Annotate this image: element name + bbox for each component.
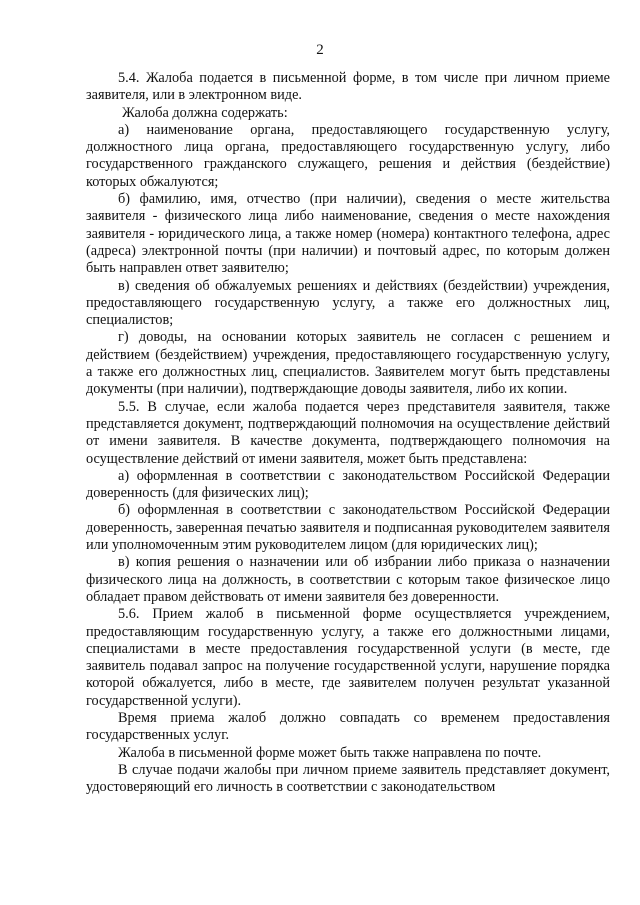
paragraph-item-a: а) наименование органа, предоставляющего государственную услугу, должностного лица органа, предоставляющего государственную услугу, либо государственного гражданского служащего, решения и действия (бездействие) которых обжалуются;	[86, 121, 610, 190]
paragraph-5-4: 5.4. Жалоба подается в письменной форме, в том числе при личном приеме заявителя, или в электронном виде.	[86, 70, 610, 104]
paragraph-by-mail: Жалоба в письменной форме может быть также направлена по почте.	[118, 744, 542, 761]
paragraph-reception-time: Время приема жалоб должно совпадать со временем предоставления государственных услуг.	[86, 709, 610, 744]
paragraph-item-g: г) доводы, на основании которых заявитель не согласен с решением и действием (бездействием) учреждения, предоставляющего государственную услугу, а также его должностных лиц, специалистов. Заявителем могут быть представлены документы (при наличии), подтверждающие доводы заявителя, либо их копии.	[86, 329, 610, 398]
paragraph-item-v: в) сведения об обжалуемых решениях и действиях (бездействии) учреждения, предоставляющего государственную услугу, а также его должностных лиц, специалистов;	[86, 277, 610, 329]
paragraph-5-5-item-v: в) копия решения о назначении или об избрании либо приказа о назначении физического лица на должность, в соответствии с которым такое физическое лицо обладает правом действовать от имени заявителя без доверенности.	[86, 554, 610, 605]
paragraph-5-6: 5.6. Прием жалоб в письменной форме осуществляется учреждением, предоставляющим государственную услугу, а также его должностными лицами, специалистами в месте предоставления государственной услуги (в месте, где заявитель подавал запрос на получение государственной услуги, нарушение порядка которой обжалуется, либо в месте, где заявителем получен результат указанной государственной услуги).	[86, 606, 610, 709]
paragraph-personal-reception: В случае подачи жалобы при личном приеме заявитель представляет документ, удостоверяющий его личность в соответствии с законодательством	[86, 761, 610, 796]
paragraph-5-5: 5.5. В случае, если жалоба подается через представителя заявителя, также представляется документ, подтверждающий полномочия на осуществление действий от имени заявителя. В качестве документа, подтверждающего полномочия на осуществление действий от имени заявителя, может быть представлена:	[86, 398, 610, 467]
document-body	[86, 70, 610, 796]
page-number: 2	[316, 42, 324, 58]
paragraph-5-5-item-b: б) оформленная в соответствии с законодательством Российской Федерации доверенность, заверенная печатью заявителя и подписанная руководителем заявителя или уполномоченным этим руководителем лицом (для юридических лиц);	[86, 502, 610, 554]
paragraph-5-5-item-a: а) оформленная в соответствии с законодательством Российской Федерации доверенность (для физических лиц);	[86, 467, 610, 502]
paragraph-item-b: б) фамилию, имя, отчество (при наличии), сведения о месте жительства заявителя - физического лица либо наименование, сведения о месте нахождения заявителя - юридического лица, а также номер (номера) контактного телефона, адрес (адреса) электронной почты (при наличии) и почтовый адрес, по которым должен быть направлен ответ заявителю;	[86, 191, 610, 277]
paragraph-complaint-contents: Жалоба должна содержать:	[122, 104, 288, 121]
